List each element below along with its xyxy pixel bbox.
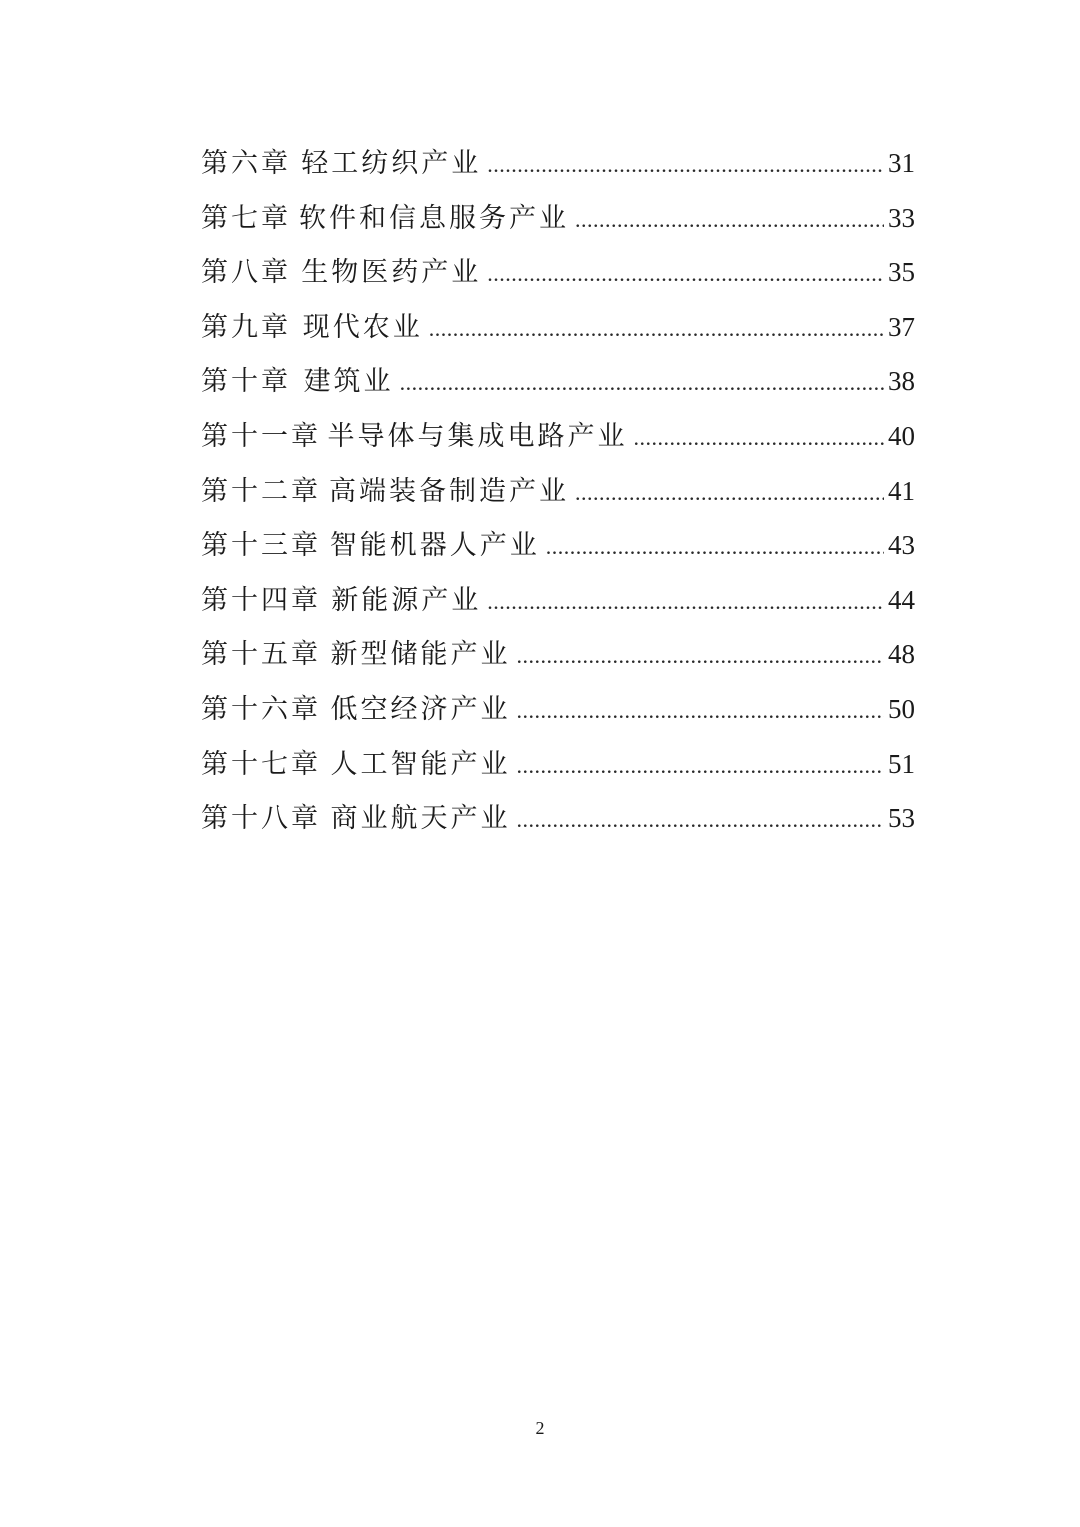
toc-chapter-number: 第七章 <box>201 202 291 234</box>
toc-dot-leader <box>546 520 884 575</box>
toc-page-number: 50 <box>888 693 915 724</box>
toc-chapter-number: 第九章 <box>201 311 291 343</box>
toc-dot-leader <box>575 466 884 521</box>
toc-entry[interactable] <box>201 573 915 628</box>
toc-entry[interactable] <box>201 300 915 355</box>
toc-page-number: 53 <box>888 803 915 834</box>
toc-dot-leader <box>634 411 885 466</box>
toc-page-number: 35 <box>888 257 915 288</box>
toc-chapter-title: 建筑业 <box>303 366 394 398</box>
toc-chapter-number: 第十一章 <box>201 420 321 452</box>
toc-page-number: 40 <box>888 420 915 451</box>
toc-entry[interactable] <box>201 627 915 682</box>
toc-entry[interactable] <box>201 245 915 300</box>
toc-chapter-title: 新型储能产业 <box>330 639 511 671</box>
toc-dot-leader <box>517 739 884 794</box>
toc-chapter-number: 第十章 <box>201 366 291 398</box>
toc-chapter-number: 第十七章 <box>201 748 321 780</box>
toc-chapter-number: 第十二章 <box>201 475 321 507</box>
toc-entry[interactable] <box>201 409 915 464</box>
toc-chapter-title: 智能机器人产业 <box>329 530 540 562</box>
toc-page-number: 41 <box>888 475 915 506</box>
toc-dot-leader <box>487 138 884 193</box>
toc-page-number: 37 <box>888 311 915 342</box>
toc-page-number: 44 <box>888 584 915 615</box>
toc-dot-leader <box>517 684 884 739</box>
toc-entry[interactable] <box>201 354 915 409</box>
toc-dot-leader <box>487 247 884 302</box>
toc-entry[interactable] <box>201 136 915 191</box>
toc-entry[interactable] <box>201 464 915 519</box>
toc-dot-leader <box>400 356 884 411</box>
toc-page-number: 38 <box>888 366 915 397</box>
toc-entry[interactable] <box>201 682 915 737</box>
toc-dot-leader <box>517 793 884 848</box>
toc-page-number: 31 <box>888 148 915 178</box>
toc-page-number: 48 <box>888 639 915 670</box>
toc-chapter-title: 商业航天产业 <box>330 803 511 835</box>
toc-dot-leader <box>487 575 884 630</box>
toc-page-number: 51 <box>888 748 915 779</box>
toc-entry[interactable] <box>201 518 915 573</box>
toc-chapter-number: 第十六章 <box>201 693 321 725</box>
toc-chapter-number: 第十八章 <box>201 803 321 835</box>
toc-chapter-title: 生物医药产业 <box>301 257 482 289</box>
toc-dot-leader <box>517 629 884 684</box>
toc-chapter-title: 低空经济产业 <box>330 693 511 725</box>
toc-entry[interactable] <box>201 191 915 246</box>
toc-page-number: 33 <box>888 202 915 233</box>
toc-page-number: 43 <box>888 530 915 561</box>
toc-chapter-number: 第十五章 <box>201 639 321 671</box>
toc-entry[interactable] <box>201 791 915 846</box>
toc-chapter-title: 现代农业 <box>302 311 423 343</box>
toc-chapter-title: 半导体与集成电路产业 <box>327 420 628 452</box>
toc-dot-leader <box>575 193 884 248</box>
toc-chapter-title: 高端装备制造产业 <box>329 475 570 507</box>
toc-chapter-title: 新能源产业 <box>331 584 482 616</box>
page-number: 2 <box>535 1418 545 1438</box>
toc-chapter-title: 轻工纺织产业 <box>301 148 482 179</box>
toc-chapter-number: 第八章 <box>201 257 291 289</box>
toc-chapter-title: 人工智能产业 <box>330 748 511 780</box>
toc-chapter-title: 软件和信息服务产业 <box>299 202 570 234</box>
toc-dot-leader <box>429 302 884 357</box>
table-of-contents <box>201 136 915 846</box>
toc-chapter-number: 第十四章 <box>201 584 321 616</box>
toc-chapter-number: 第十三章 <box>201 530 321 562</box>
toc-chapter-number: 第六章 <box>201 148 291 179</box>
toc-entry[interactable] <box>201 737 915 792</box>
